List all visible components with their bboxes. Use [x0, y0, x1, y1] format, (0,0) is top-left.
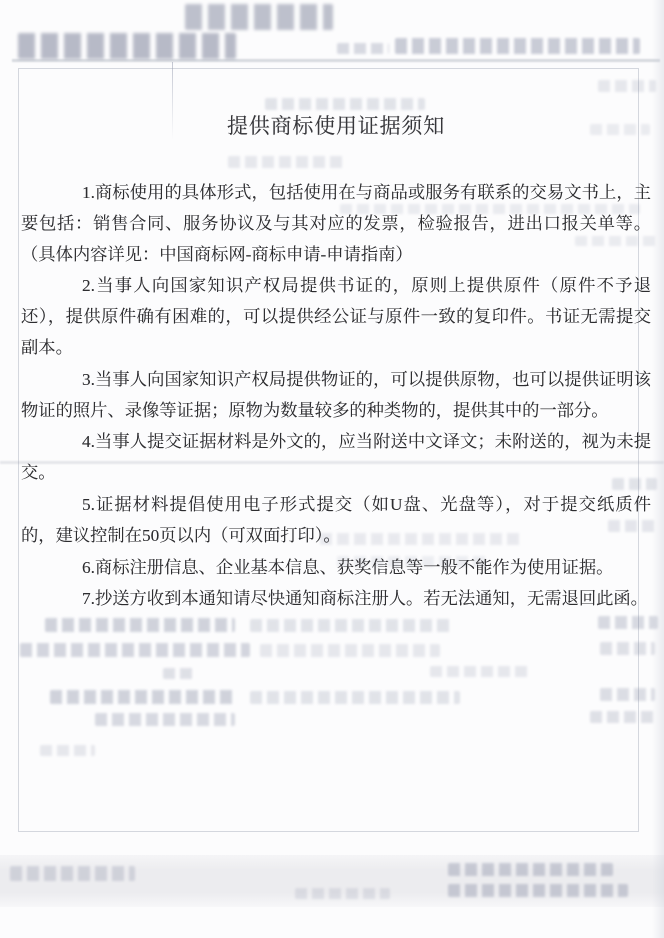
notice-paragraph-1: 1.商标使用的具体形式，包括使用在与商品或服务有联系的交易文书上，主要包括：销售合同、服务协议及与其对应的发票，检验报告，进出口报关单等。（具体内容详见：中国商标网-商标申请-申请指南）: [21, 183, 651, 264]
bleedthrough-artifact: [337, 43, 389, 54]
bleedthrough-artifact: [185, 4, 333, 30]
notice-paragraph-5: 5.证据材料提倡使用电子形式提交（如U盘、光盘等），对于提交纸质件的，建议控制在50页以内（可双面打印）。: [21, 494, 651, 545]
document-title: 提供商标使用证据须知: [227, 114, 445, 138]
notice-paragraph-6: 6.商标注册信息、企业基本信息、获奖信息等一般不能作为使用证据。: [82, 557, 614, 577]
notice-paragraph-7: 7.抄送方收到本通知请尽快通知商标注册人。若无法通知，无需退回此函。: [82, 589, 648, 609]
bleedthrough-artifact: [18, 33, 236, 59]
paper-edge-shadow: [652, 0, 664, 938]
notice-paragraph-3: 3.当事人向国家知识产权局提供物证的，可以提供原物，也可以提供证明该物证的照片、录像等证据；原物为数量较多的种类物的，提供其中的一部分。: [21, 369, 651, 420]
bleedthrough-artifact: [395, 38, 640, 54]
notice-paragraph-2: 2.当事人向国家知识产权局提供书证的，原则上提供原件（原件不予退还），提供原件确有困难的，可以提供经公证与原件一致的复印件。书证无需提交副本。: [21, 276, 651, 357]
notice-paragraph-4: 4.当事人提交证据材料是外文的，应当附送中文译文；未附送的，视为未提交。: [21, 432, 651, 483]
bleedthrough-rule-line: [12, 59, 660, 62]
document-body: [21, 178, 651, 616]
scan-shadow-band: [0, 855, 664, 907]
